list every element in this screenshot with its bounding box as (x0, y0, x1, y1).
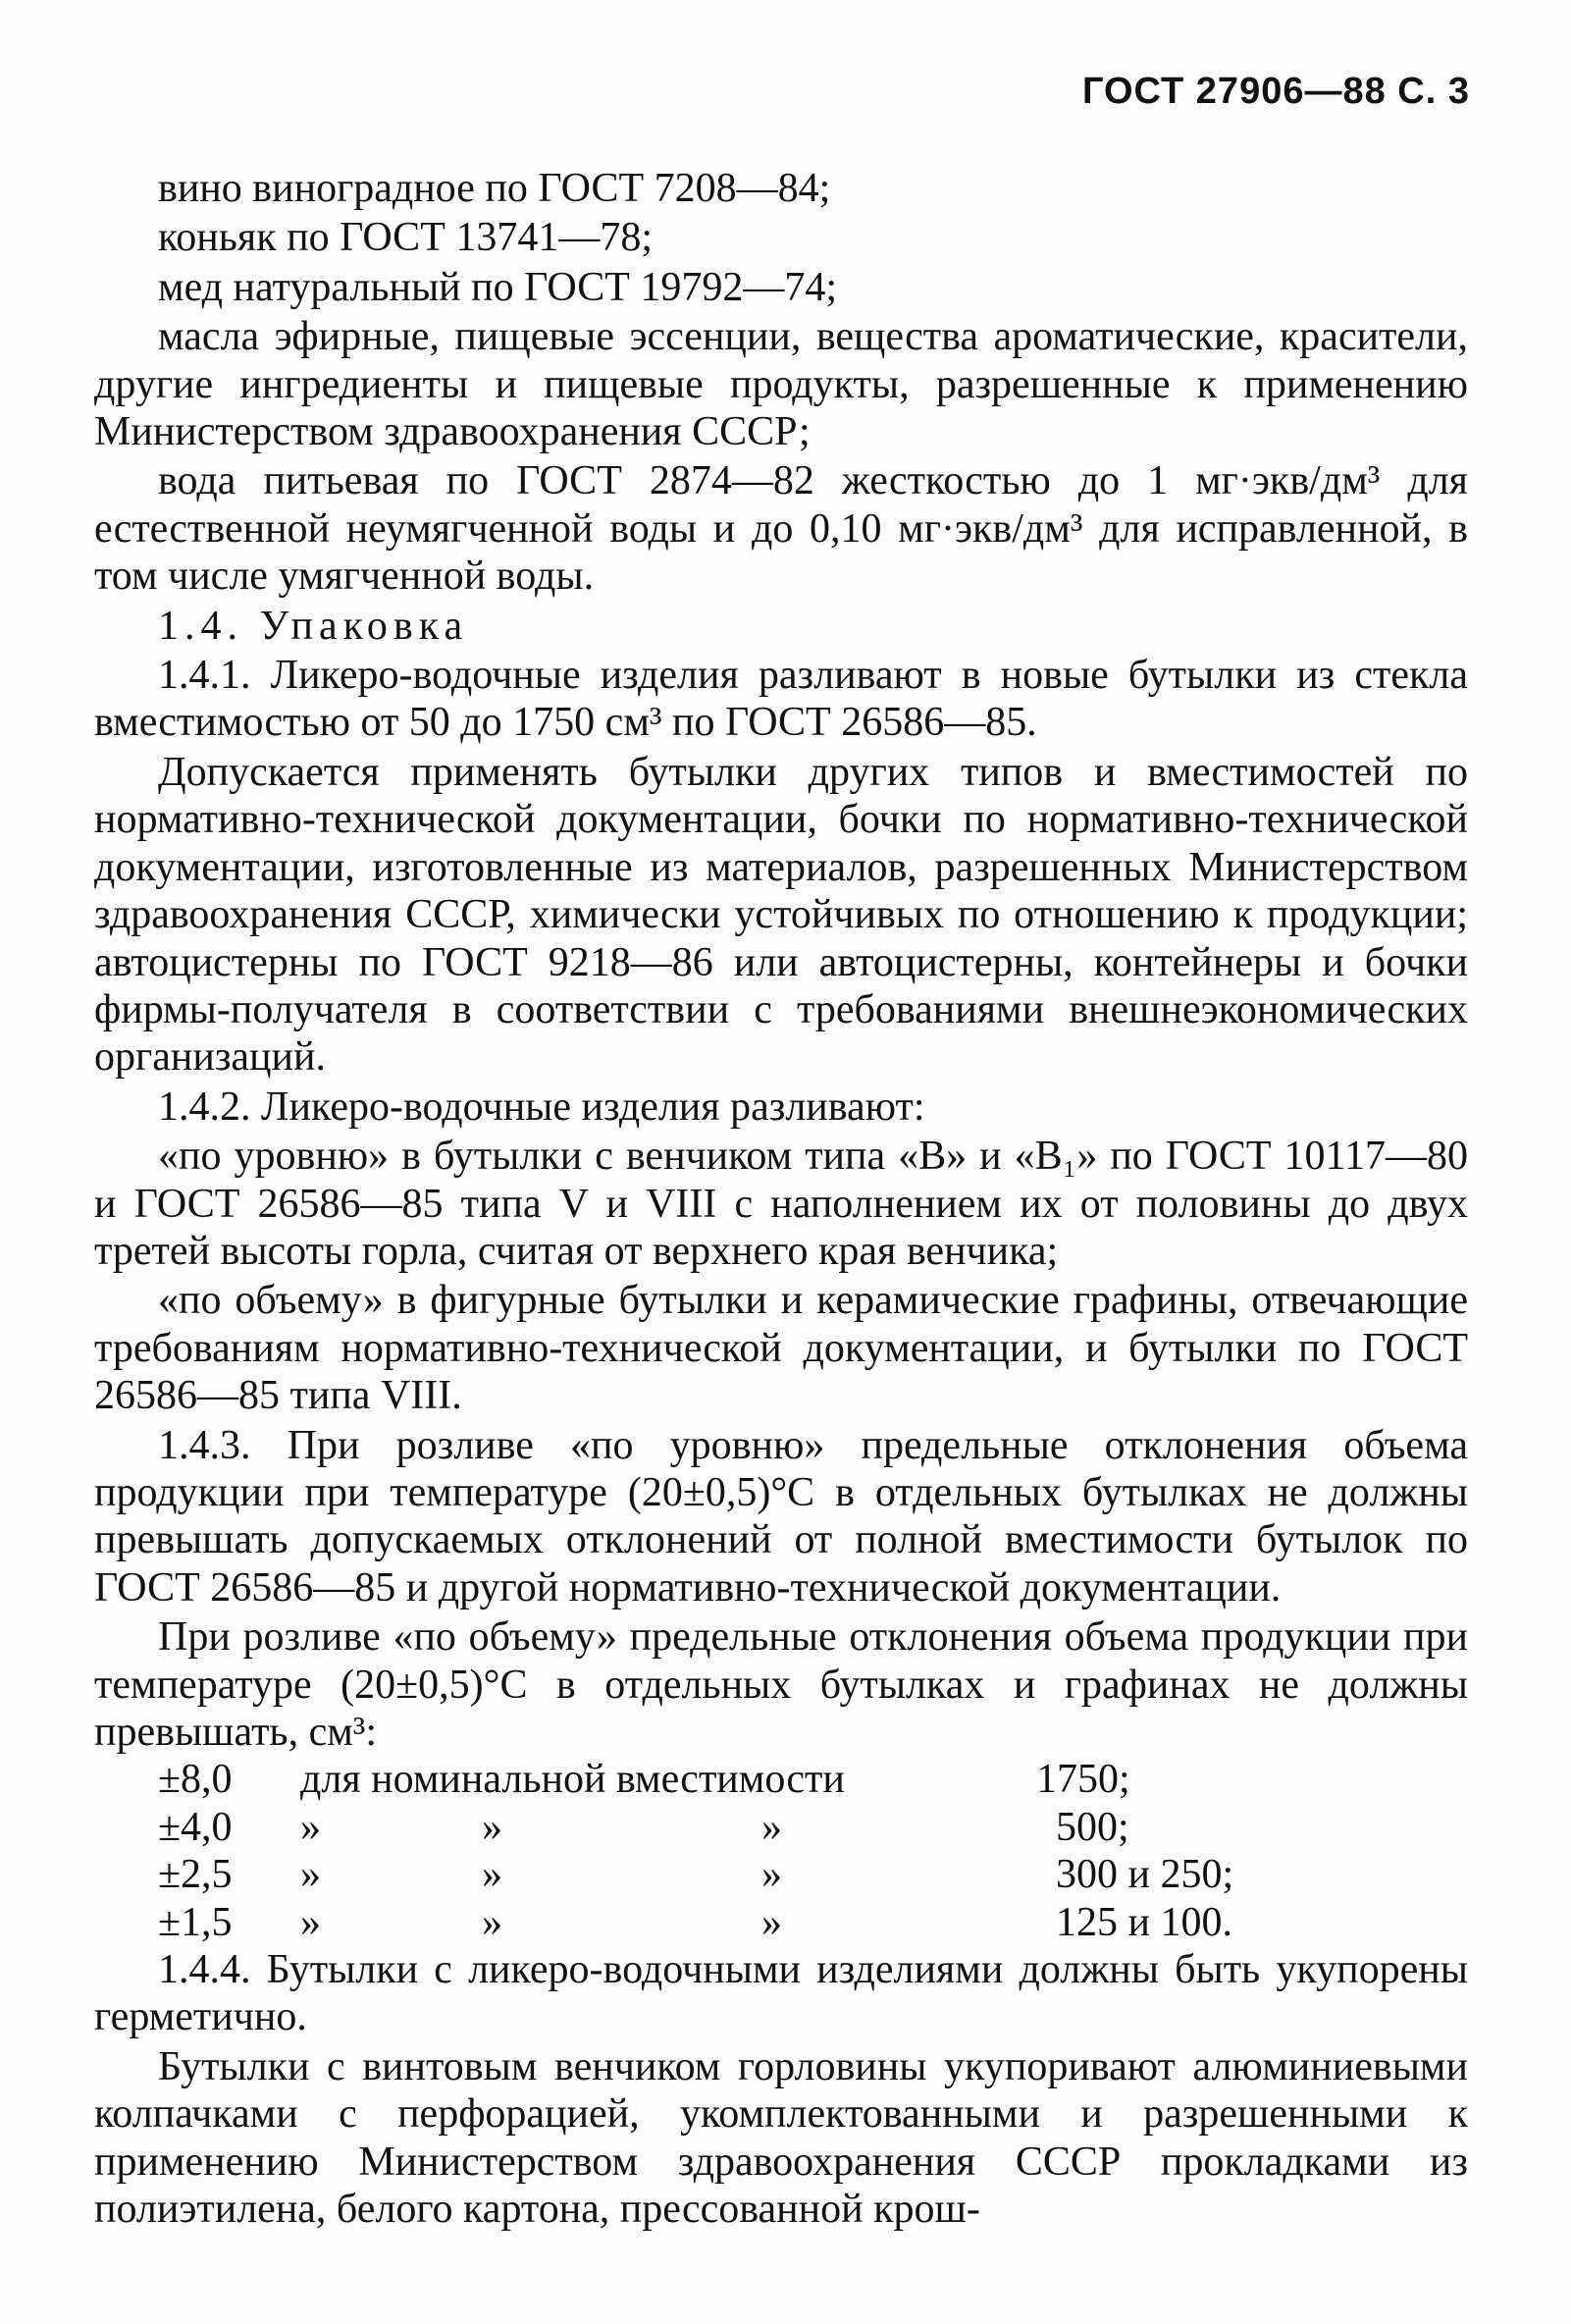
tolerance-value: ±1,5 (158, 1899, 233, 1945)
paragraph: 1.4.1. Ликеро-водочные изделия разливают в новые бутылки из стекла вместимостью от 50 до 1750 см³ по ГОСТ 26586—85. (94, 653, 1468, 746)
tolerance-row (158, 1899, 1468, 1946)
ditto-mark: » (482, 1899, 502, 1945)
tolerance-row (158, 1804, 1468, 1851)
paragraph: коньяк по ГОСТ 13741—78; (158, 215, 654, 261)
paragraph: Бутылки с винтовым венчиком горловины укупоривают алюминиевыми колпачками с перфорацией, укомплектованными и разрешенными к применению Министерством здравоохранения СССР прокладками из полиэтилена, белого картона, прессованной крош- (94, 2043, 1468, 2232)
page-header: ГОСТ 27906—88 С. 3 (1081, 71, 1470, 112)
paragraph: 1.4.2. Ликеро-водочные изделия разливают: (158, 1083, 925, 1130)
tolerance-table (158, 1756, 1468, 1946)
tolerance-value: ±4,0 (158, 1804, 233, 1850)
ditto-mark: » (300, 1899, 321, 1945)
paragraph: 1.4.3. При розливе «по уровню» предельные отклонения объема продукции при температуре (20±0,5)°С в отдельных бутылках не должны превышать допускаемых отклонений от полной вместимости бутылок по ГОСТ 26586—85 и другой нормативно-технической документации. (94, 1422, 1468, 1611)
paragraph: 1.4.4. Бутылки с ликеро-водочными изделиями должны быть укупорены герметично. (94, 1946, 1468, 2040)
ditto-mark: » (300, 1804, 321, 1850)
document-body (94, 165, 1468, 2233)
paragraph: мед натуральный по ГОСТ 19792—74; (158, 264, 838, 310)
ditto-mark: » (482, 1852, 502, 1898)
tolerance-value: ±8,0 (158, 1757, 233, 1803)
paragraph: При розливе «по объему» предельные отклонения объема продукции при температуре (20±0,5)°С в отдельных бутылках и графинах не должны превышать, см³: (94, 1614, 1468, 1755)
tolerance-volume: 300 и 250; (1056, 1852, 1234, 1898)
paragraph: «по уровню» в бутылки с венчиком типа «В» и «В₁» по ГОСТ 10117—80 и ГОСТ 26586—85 типа V и VIII с наполнением их от половины до двух третей высоты горла, считая от верхнего края венчика; (94, 1134, 1468, 1274)
ditto-mark: » (482, 1804, 502, 1850)
paragraph: «по объему» в фигурные бутылки и керамические графины, отвечающие требованиям нормативно-технической документации, и бутылки по ГОСТ 26586—85 типа VIII. (94, 1278, 1468, 1419)
paragraph: вино виноградное по ГОСТ 7208—84; (158, 166, 831, 211)
paragraph: вода питьевая по ГОСТ 2874—82 жесткостью до 1 мг·экв/дм³ для естественной неумягченной воды и до 0,10 мг·экв/дм³ для исправленной, в том числе умягченной воды. (94, 458, 1468, 600)
tolerance-row (158, 1851, 1468, 1898)
tolerance-volume: 125 и 100. (1056, 1899, 1232, 1945)
ditto-mark: » (761, 1852, 782, 1898)
paragraph: Допускается применять бутылки других типов и вместимостей по нормативно-технической документации, бочки по нормативно-технической документации, изготовленные из материалов, разрешенных Министерством здравоохранения СССР, химически устойчивых по отношению к продукции; автоцистерны по ГОСТ 9218—86 или автоцистерны, контейнеры и бочки фирмы-получателя в соответствии с требованиями внешнеэкономических организаций. (94, 749, 1468, 1081)
paragraph: масла эфирные, пищевые эссенции, вещества ароматические, красители, другие ингредиенты и пищевые продукты, разрешенные к применению Министерством здравоохранения СССР; (94, 314, 1468, 455)
tolerance-value: ±2,5 (158, 1852, 233, 1898)
ditto-mark: » (761, 1899, 782, 1945)
ditto-mark: » (300, 1852, 321, 1898)
ditto-mark: » (761, 1804, 782, 1850)
tolerance-desc: для номинальной вместимости (300, 1757, 845, 1803)
tolerance-row (158, 1756, 1468, 1803)
tolerance-volume: 500; (1056, 1804, 1129, 1850)
tolerance-volume: 1750; (1036, 1757, 1130, 1803)
section-heading: 1.4. Упаковка (158, 603, 469, 649)
